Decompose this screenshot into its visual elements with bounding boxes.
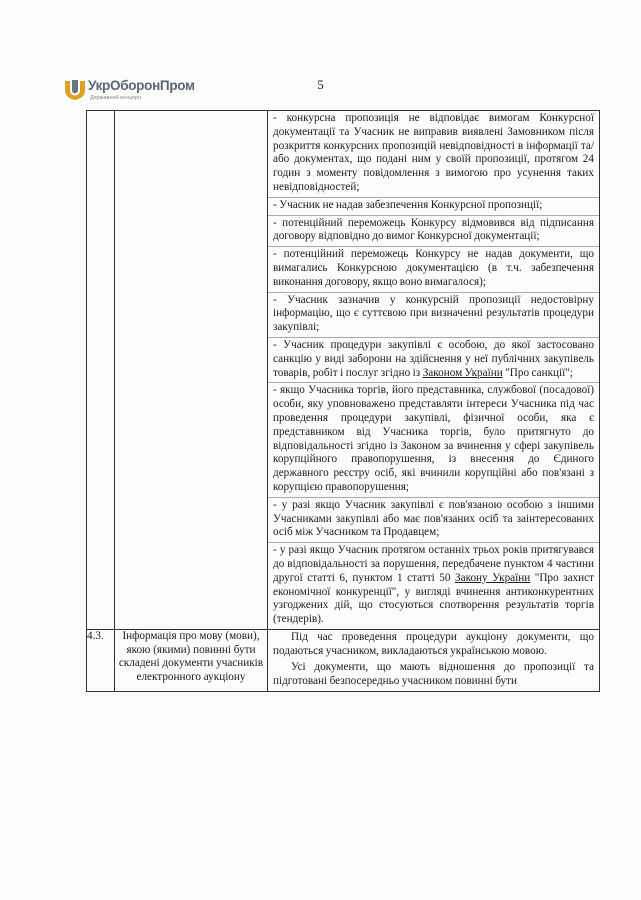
paragraph-refused-contract: - потенційний переможець Конкурсу відмовився від підписання договору відповідно до вимог Конкурсної документації; xyxy=(268,215,599,247)
table-row-continuation xyxy=(87,111,600,630)
page-number: 5 xyxy=(317,77,324,92)
competition-text-before: - у разі якщо Учасник протягом останніх трьох років притягувався до відповідальності за порушення, передбачене пунктом 4 частини другої статті 6, пунктом 1 статті 50 xyxy=(273,544,594,584)
logo-subtitle: Державний концерн xyxy=(90,95,142,101)
row-content xyxy=(268,629,600,691)
content-cell xyxy=(268,111,600,630)
paragraph-corruption: - якщо Учасника торгів, його представника, службової (посадової) особи, яку уповноважено представляти інтереси Учасника під час проведення процедури закупівлі, фізичної особи, яка є представником від Учасника торгів, було притягнуто до відповідальності згідно із Законом за вчинення у сфері закупівель корупційного правопорушення, із внесення до Єдиного державного реєстру осіб, які вчинили корупційні або пов'язані з корупцією правопорушення; xyxy=(268,382,599,496)
document-table xyxy=(86,110,600,692)
competition-law-link[interactable]: Закону України xyxy=(455,571,531,584)
sanctions-law-link[interactable]: Законом України xyxy=(422,366,503,379)
paragraph-related-persons: - у разі якщо Учасник закупівлі є пов'язаною особою з іншими Учасниками закупівлі або має пов'язаних осіб та заінтересованих осіб між Учасником та Продавцем; xyxy=(268,497,599,542)
paragraph-documents: Усі документи, що мають відношення до пропозиції та підготовані безпосередньо учасником повинні бути xyxy=(273,661,594,688)
sanctions-text-before: - Учасник процедури закупівлі є особою, до якої застосовано санкцію у виді заборони на здійснення у неї публічних закупівель товарів, робіт і послуг згідно із xyxy=(273,338,594,379)
competition-text-after: "Про захист економічної конкуренції", у вигляді вчинення антиконкурентних узгоджених дій, що стосуються спотворення результатів торгів (тендерів). xyxy=(273,571,594,626)
number-cell xyxy=(87,111,115,630)
logo-name: УкрОборонПром xyxy=(88,78,195,93)
sanctions-text-after: "Про санкції"; xyxy=(502,366,573,379)
label-cell xyxy=(115,111,268,630)
paragraph-false-info: - Учасник зазначив у конкурсній пропозиції недостовірну інформацію, що є суттєвою при визначенні результатів процедури закупівлі; xyxy=(268,292,599,337)
paragraph-noncompliance: - конкурсна пропозиція не відповідає вимогам Конкурсної документації та Учасник не виправив виявлені Замовником після розкриття конкурсних пропозицій невідповідності в інформації та/або документах, що подані ним у своїй пропозиції, протягом 24 годин з моменту повідомлення з вимогою про усунення таких невідповідностей; xyxy=(273,112,594,193)
paragraph-language: Під час проведення процедури аукціону документи, що подаються учасником, викладаються українською мовою. xyxy=(273,630,594,657)
paragraph-sanctions xyxy=(268,337,599,382)
paragraph-competition xyxy=(268,542,599,629)
paragraph-no-security: - Учасник не надав забезпечення Конкурсної пропозиції; xyxy=(268,197,599,215)
row-number: 4.3. xyxy=(87,629,115,691)
paragraph-no-documents: - потенційний переможець Конкурсу не надав документи, що вимагались Конкурсною документацією (в т.ч. забезпечення виконання договору, якщо воно вимагалося); xyxy=(268,246,599,291)
row-label: Інформація про мову (мови), якою (якими) повинні бути складені документи учасників електронного аукціону xyxy=(115,629,268,691)
table-row-4-3 xyxy=(87,629,600,691)
